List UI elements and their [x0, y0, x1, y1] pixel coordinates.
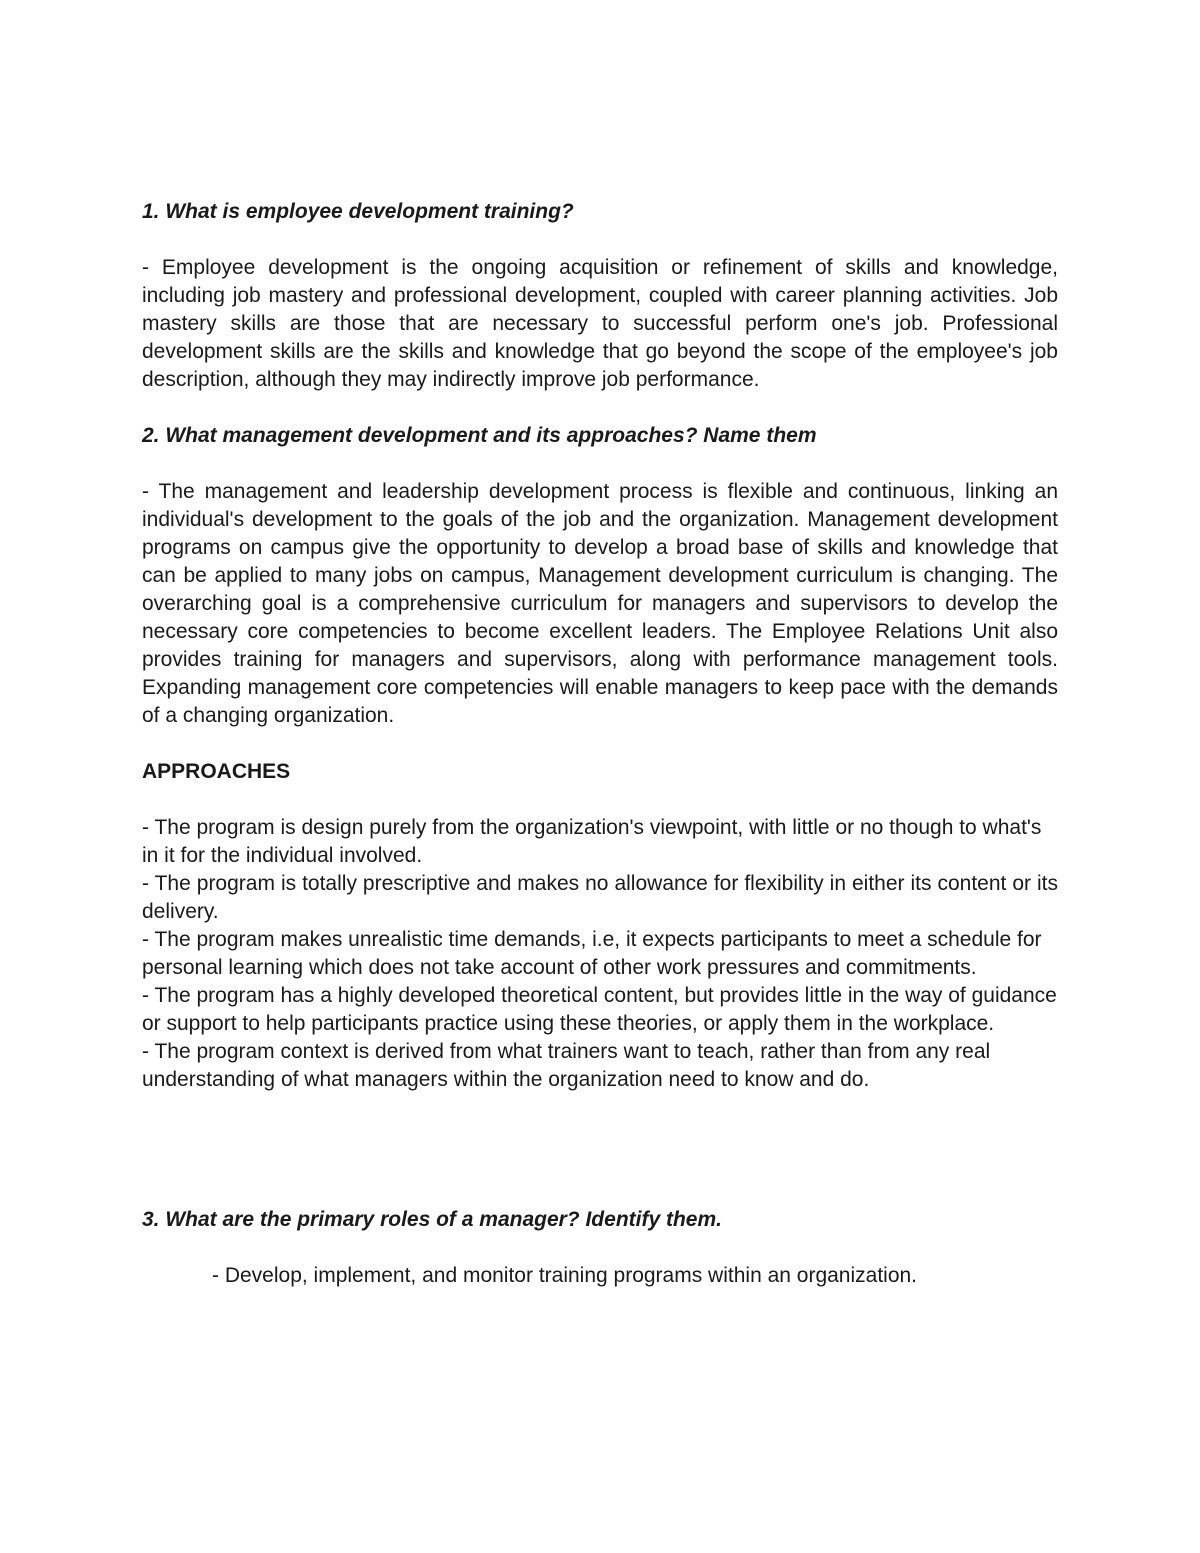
approach-item: - The program is design purely from the organization's viewpoint, with little or no though to what's in it for the individual involved. [142, 816, 1042, 867]
question-3: 3. What are the primary roles of a manager? Identify them. [142, 1208, 722, 1231]
spacer [142, 450, 1058, 478]
answer-3: - Develop, implement, and monitor training programs within an organization. [212, 1264, 918, 1287]
question-1: 1. What is employee development training? [142, 200, 574, 223]
approach-item: - The program makes unrealistic time demands, i.e, it expects participants to meet a schedule for personal learning which does not take account of other work pressures and commitments. [142, 928, 1042, 979]
spacer [142, 1234, 1058, 1262]
answer-1: - Employee development is the ongoing acquisition or refinement of skills and knowledge, including job mastery and professional development, coupled with career planning activities. Job mastery skills are those that are necessary to successful perform one's job. Professional development skills are the skills and knowledge that go beyond the scope of the employee's job description, although they may indirectly improve job performance. [142, 256, 1058, 391]
approaches-heading: APPROACHES [142, 760, 291, 783]
approach-item: - The program is totally prescriptive and makes no allowance for flexibility in either its content or its delivery. [142, 872, 1058, 923]
spacer [142, 786, 1058, 814]
spacer [142, 226, 1058, 254]
document-page [142, 198, 1058, 1290]
answer-2: - The management and leadership development process is flexible and continuous, linking an individual's development to the goals of the job and the organization. Management development programs on campus give the opportunity to develop a broad base of skills and knowledge that can be applied to many jobs on campus, Management development curriculum is changing. The overarching goal is a comprehensive curriculum for managers and supervisors to develop the necessary core competencies to become excellent leaders. The Employee Relations Unit also provides training for managers and supervisors, along with performance management tools. Expanding management core competencies will enable managers to keep pace with the demands of a changing organization. [142, 480, 1058, 727]
spacer [142, 1094, 1058, 1206]
spacer [142, 730, 1058, 758]
approach-item: - The program has a highly developed theoretical content, but provides little in the way of guidance or support to help participants practice using these theories, or apply them in the workplace. [142, 984, 1057, 1035]
question-2: 2. What management development and its approaches? Name them [142, 424, 817, 447]
spacer [142, 394, 1058, 422]
approach-item: - The program context is derived from what trainers want to teach, rather than from any real understanding of what managers within the organization need to know and do. [142, 1040, 991, 1091]
